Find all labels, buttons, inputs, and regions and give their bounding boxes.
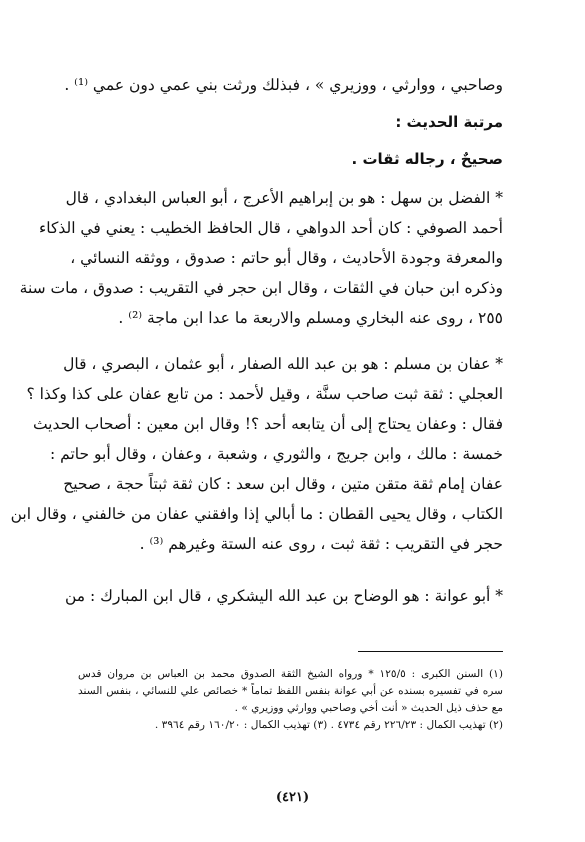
body-line: العجلي : ثقة ثبت صاحب سنَّة ، وقيل لأحمد : من تابع عفان على كذا وكذا ؟ bbox=[26, 385, 503, 403]
hadith-grade: صحيحٌ ، رجاله ثقات . bbox=[351, 150, 503, 168]
body-line: أحمد الصوفي : كان أحد الدواهي ، قال الحافظ الخطيب : يعني في الذكاء bbox=[38, 219, 503, 237]
body-line: وصاحبي ، ووارثي ، ووزيري » ، فبذلك ورثت بني عمي دون عمي ⁽¹⁾ . bbox=[64, 76, 503, 94]
body-line: فقال : وعفان يحتاج إلى أن يتابعه أحد ؟! وقال ابن معين : أصحاب الحديث bbox=[32, 415, 503, 433]
body-line: * عفان بن مسلم : هو بن عبد الله الصفار ، أبو عثمان ، البصري ، قال bbox=[63, 355, 503, 373]
body-line: * الفضل بن سهل : هو بن إبراهيم الأعرج ، أبو العباس البغدادي ، قال bbox=[65, 189, 503, 207]
section-heading: مرتبة الحديث : bbox=[395, 113, 503, 131]
body-line: * أبو عوانة : هو الوضاح بن عبد الله اليشكري ، قال ابن المبارك : من bbox=[64, 587, 503, 605]
body-line: عفان إمام ثقة متقن متين ، وقال ابن سعد : كان ثقة ثبتاً حجة ، صحيح bbox=[63, 475, 503, 493]
footnote-line: مع حذف ذيل الحديث « أنت أخي وصاحبي ووارثي ووزيري » . bbox=[234, 702, 503, 714]
body-line: والمعرفة وجودة الأحاديث ، وقال أبو حاتم : صدوق ، ووثقه النسائي ، bbox=[70, 249, 503, 267]
footnote-separator bbox=[358, 651, 503, 652]
body-line: حجر في التقريب : ثقة ثبت ، روى عنه الستة وغيرهم ⁽³⁾ . bbox=[139, 535, 503, 553]
footnote-line: (٢) تهذيب الكمال : ٢٢٦/٢٣ رقم ٤٧٣٤ . (٣) تهذيب الكمال : ١٦٠/٢٠ رقم ٣٩٦٤ . bbox=[154, 719, 503, 731]
footnote-line: (١) السنن الكبرى : ١٢٥/٥ * ورواه الشيخ الثقة الصدوق محمد بن العباس بن مروان قدس bbox=[78, 668, 503, 680]
page-number: (٤٢١) bbox=[275, 790, 310, 805]
body-line: الكتاب ، وقال يحيى القطان : ما أبالي إذا وافقني عفان من خالفني ، وقال ابن bbox=[10, 505, 503, 523]
body-line: خمسة : مالك ، وابن جريج ، والثوري ، وشعبة ، وعفان ، وقال أبو حاتم : bbox=[49, 445, 503, 463]
footnote-line: سره في تفسيره بسنده عن أبي عوانة بنفس اللفظ تماماً * خصائص علي للنسائي ، بنفس السند bbox=[78, 685, 503, 697]
body-line: وذكره ابن حبان في الثقات ، وقال ابن حجر في التقريب : صدوق ، مات سنة bbox=[19, 279, 503, 297]
body-line: ٢٥٥ ، روى عنه البخاري ومسلم والاربعة ما عدا ابن ماجة ⁽²⁾ . bbox=[118, 309, 503, 327]
